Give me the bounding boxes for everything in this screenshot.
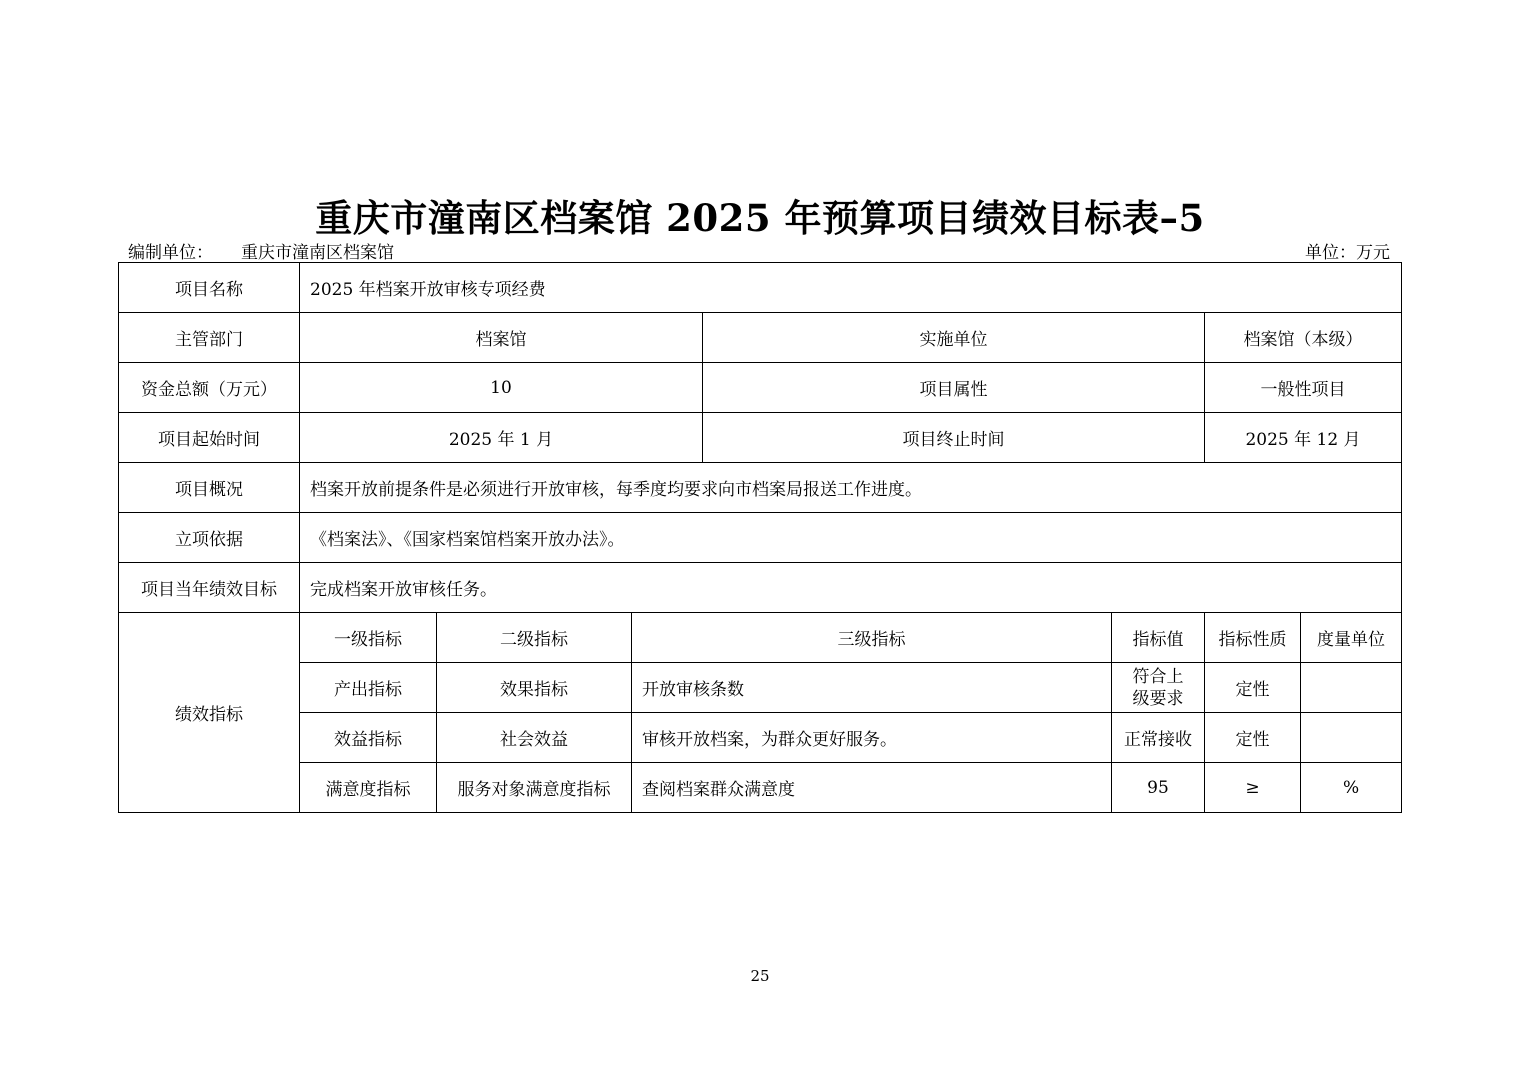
indicator-unit: % <box>1301 763 1402 813</box>
dept-label: 主管部门 <box>119 313 300 363</box>
attr-value: 一般性项目 <box>1205 363 1402 413</box>
row-project-name <box>119 263 1402 313</box>
indicator-row <box>119 713 1402 763</box>
indicator-nature: ≥ <box>1205 763 1301 813</box>
dept-value: 档案馆 <box>300 313 703 363</box>
impl-value: 档案馆（本级） <box>1205 313 1402 363</box>
indicator-value: 正常接收 <box>1112 713 1205 763</box>
header-nature: 指标性质 <box>1205 613 1301 663</box>
page-title: 重庆市潼南区档案馆 2025 年预算项目绩效目标表–5 <box>315 196 1205 240</box>
performance-table <box>118 262 1402 813</box>
compiling-unit <box>128 238 394 263</box>
indicator-value: 符合上级要求 <box>1112 663 1205 713</box>
header-level2: 二级指标 <box>437 613 632 663</box>
header-value: 指标值 <box>1112 613 1205 663</box>
impl-label: 实施单位 <box>703 313 1205 363</box>
indicator-section-label: 绩效指标 <box>119 613 300 813</box>
row-goal <box>119 563 1402 613</box>
indicator-unit <box>1301 713 1402 763</box>
indicator-level3: 查阅档案群众满意度 <box>632 763 1112 813</box>
overview-value: 档案开放前提条件是必须进行开放审核，每季度均要求向市档案局报送工作进度。 <box>300 463 1402 513</box>
goal-label: 项目当年绩效目标 <box>119 563 300 613</box>
indicator-value: 95 <box>1112 763 1205 813</box>
row-basis <box>119 513 1402 563</box>
compiling-unit-label: 编制单位： <box>128 243 213 263</box>
page-number: 25 <box>750 967 770 985</box>
fund-value: 10 <box>300 363 703 413</box>
project-name-label: 项目名称 <box>119 263 300 313</box>
start-value: 2025 年 1 月 <box>300 413 703 463</box>
basis-value: 《档案法》、《国家档案馆档案开放办法》。 <box>300 513 1402 563</box>
project-name-value: 2025 年档案开放审核专项经费 <box>300 263 1402 313</box>
indicator-level3: 审核开放档案，为群众更好服务。 <box>632 713 1112 763</box>
row-time <box>119 413 1402 463</box>
overview-label: 项目概况 <box>119 463 300 513</box>
indicator-row <box>119 763 1402 813</box>
indicator-level1: 效益指标 <box>300 713 437 763</box>
end-label: 项目终止时间 <box>703 413 1205 463</box>
goal-value: 完成档案开放审核任务。 <box>300 563 1402 613</box>
indicator-nature: 定性 <box>1205 713 1301 763</box>
header-level3: 三级指标 <box>632 613 1112 663</box>
fund-label: 资金总额（万元） <box>119 363 300 413</box>
header-unit: 度量单位 <box>1301 613 1402 663</box>
currency-unit: 单位：万元 <box>1305 243 1390 263</box>
indicator-level2: 服务对象满意度指标 <box>437 763 632 813</box>
row-overview <box>119 463 1402 513</box>
indicator-level2: 社会效益 <box>437 713 632 763</box>
header-level1: 一级指标 <box>300 613 437 663</box>
indicator-row <box>119 663 1402 713</box>
indicator-level2: 效果指标 <box>437 663 632 713</box>
attr-label: 项目属性 <box>703 363 1205 413</box>
indicator-level3: 开放审核条数 <box>632 663 1112 713</box>
indicator-nature: 定性 <box>1205 663 1301 713</box>
indicator-level1: 产出指标 <box>300 663 437 713</box>
indicator-unit <box>1301 663 1402 713</box>
end-value: 2025 年 12 月 <box>1205 413 1402 463</box>
start-label: 项目起始时间 <box>119 413 300 463</box>
row-fund <box>119 363 1402 413</box>
compiling-unit-value: 重庆市潼南区档案馆 <box>241 243 394 263</box>
row-department <box>119 313 1402 363</box>
indicator-level1: 满意度指标 <box>300 763 437 813</box>
indicator-header-row <box>119 613 1402 663</box>
basis-label: 立项依据 <box>119 513 300 563</box>
